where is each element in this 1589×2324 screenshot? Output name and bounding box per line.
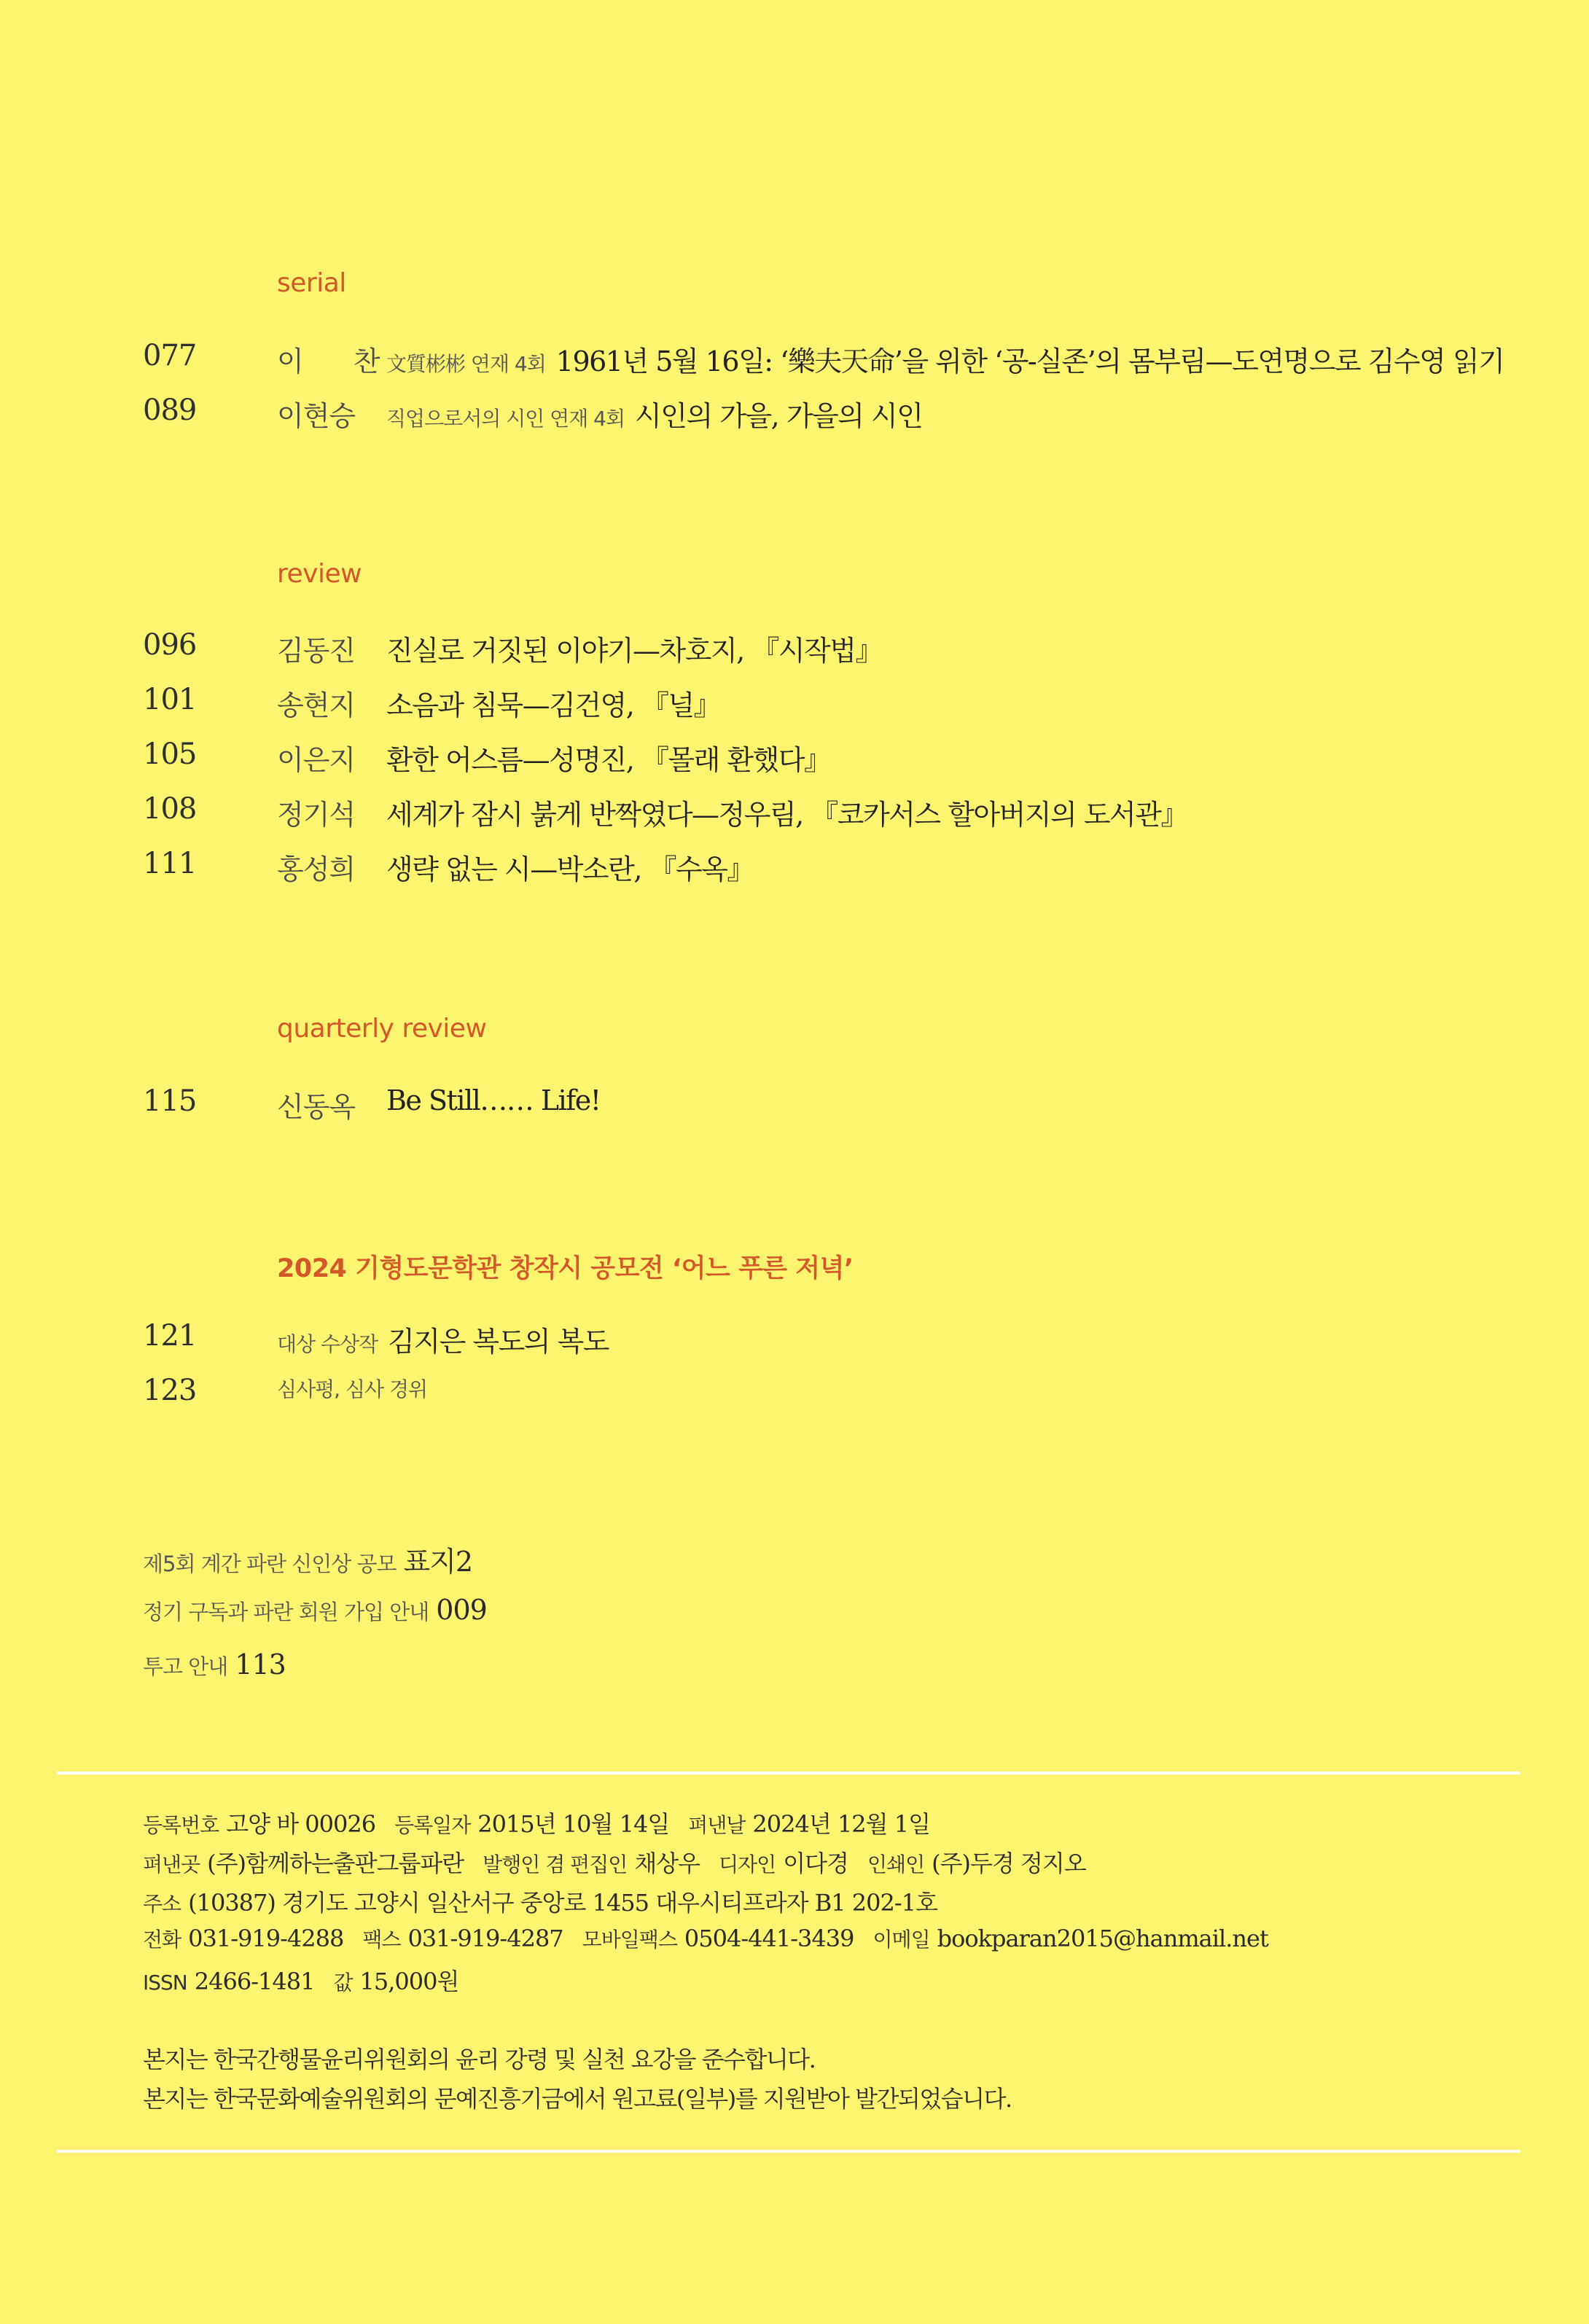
page-number: 123 bbox=[143, 1374, 197, 1407]
toc-entry[interactable] bbox=[0, 394, 1589, 437]
page-number: 089 bbox=[143, 394, 197, 427]
entry-label: 직업으로서의 시인 연재 4회 bbox=[386, 407, 625, 431]
colophon-label: 인쇄인 bbox=[867, 1852, 925, 1877]
entry-title: 진실로 거짓된 이야기—차호지, 『시작법』 bbox=[386, 635, 882, 667]
notice-page: 113 bbox=[235, 1648, 286, 1681]
colophon-issn bbox=[143, 1963, 475, 1997]
ethics-statement: 본지는 한국간행물윤리위원회의 윤리 강령 및 실천 요강을 준수합니다. bbox=[143, 2046, 816, 2073]
colophon-label: 펴낸날 bbox=[688, 1813, 746, 1837]
toc-entry[interactable] bbox=[0, 683, 1589, 727]
colophon-label: 펴낸곳 bbox=[143, 1852, 200, 1877]
author-name: 송현지 bbox=[277, 689, 356, 721]
page-number: 121 bbox=[143, 1319, 197, 1353]
colophon-label: 값 bbox=[333, 1971, 353, 1995]
page-number: 077 bbox=[143, 339, 197, 372]
colophon-value: 이다경 bbox=[783, 1850, 848, 1877]
colophon-label: 디자인 bbox=[719, 1852, 776, 1877]
entry-label: 文質彬彬 연재 4회 bbox=[386, 352, 546, 376]
section-heading-serial: serial bbox=[277, 268, 346, 298]
toc-entry[interactable] bbox=[0, 738, 1589, 781]
notice-label: 정기 구독과 파란 회원 가입 안내 bbox=[143, 1600, 429, 1624]
colophon-value: 채상우 bbox=[634, 1850, 700, 1877]
entry-title: 소음과 침묵—김건영, 『널』 bbox=[386, 689, 721, 721]
section-heading-review: review bbox=[277, 559, 362, 589]
colophon-value: 0504-441-3439 bbox=[684, 1925, 854, 1952]
author-name: 홍성희 bbox=[277, 853, 356, 885]
author-name: 신동옥 bbox=[277, 1091, 356, 1123]
author-name: 정기석 bbox=[277, 799, 356, 831]
toc-entry[interactable] bbox=[0, 628, 1589, 672]
colophon-label: 등록일자 bbox=[394, 1813, 471, 1837]
entry-title: 1961년 5월 16일: ‘樂夫天命’을 위한 ‘공-실존’의 몸부림—도연명으로 김수영 읽기 bbox=[555, 345, 1504, 377]
colophon-publisher bbox=[143, 1845, 1102, 1879]
toc-entry[interactable] bbox=[0, 847, 1589, 891]
colophon-value: (주)두경 정지오 bbox=[932, 1850, 1086, 1877]
colophon-label: 주소 bbox=[143, 1892, 181, 1916]
funding-statement: 본지는 한국문화예술위원회의 문예진흥기금에서 원고료(일부)를 지원받아 발간되었습니다. bbox=[143, 2085, 1012, 2113]
colophon-label: 전화 bbox=[143, 1928, 181, 1952]
author-name: 이현승 bbox=[277, 400, 356, 432]
notice-item[interactable] bbox=[143, 1594, 487, 1626]
colophon-value: (주)함께하는출판그룹파란 bbox=[207, 1850, 464, 1877]
colophon-label: 이메일 bbox=[872, 1928, 930, 1952]
author-name: 김동진 bbox=[277, 635, 356, 667]
colophon-label: ISSN bbox=[143, 1971, 187, 1995]
entry-label: 심사평, 심사 경위 bbox=[277, 1377, 428, 1401]
colophon-value: 031-919-4288 bbox=[188, 1925, 344, 1952]
divider-top bbox=[57, 1772, 1520, 1775]
section-heading-contest: 2024 기형도문학관 창작시 공모전 ‘어느 푸른 저녁’ bbox=[277, 1254, 854, 1283]
notice-page: 009 bbox=[436, 1594, 487, 1626]
toc-entry[interactable] bbox=[0, 1084, 1589, 1128]
section-heading-quarterly-review: quarterly review bbox=[277, 1014, 487, 1044]
page-number: 108 bbox=[143, 792, 197, 826]
colophon-value: 15,000원 bbox=[359, 1968, 459, 1995]
notice-item[interactable] bbox=[143, 1539, 472, 1579]
colophon-value: 2015년 10월 14일 bbox=[477, 1810, 670, 1838]
entry-title: 세계가 잠시 붉게 반짝였다—정우림, 『코카서스 할아버지의 도서관』 bbox=[386, 799, 1187, 831]
colophon-label: 모바일팩스 bbox=[582, 1928, 677, 1952]
entry-title: 김지은 복도의 복도 bbox=[388, 1326, 609, 1358]
divider-bottom bbox=[57, 2150, 1520, 2153]
page-number: 096 bbox=[143, 628, 197, 662]
colophon-address bbox=[143, 1885, 953, 1918]
entry-title: Be Still…… Life! bbox=[386, 1084, 601, 1116]
entry-title: 생략 없는 시—박소란, 『수옥』 bbox=[386, 853, 754, 885]
notice-page: 표지2 bbox=[403, 1546, 473, 1578]
toc-entry[interactable] bbox=[0, 1374, 1589, 1417]
colophon-value: 2466-1481 bbox=[194, 1968, 315, 1995]
notice-label: 제5회 계간 파란 신인상 공모 bbox=[143, 1552, 397, 1576]
toc-entry[interactable] bbox=[0, 792, 1589, 836]
colophon-label: 팩스 bbox=[362, 1928, 401, 1952]
page-number: 101 bbox=[143, 683, 197, 716]
colophon-label: 발행인 겸 편집인 bbox=[483, 1852, 628, 1877]
notice-item[interactable] bbox=[143, 1648, 286, 1681]
author-name: 이은지 bbox=[277, 744, 356, 776]
colophon-contact bbox=[143, 1924, 1284, 1953]
page-number: 115 bbox=[143, 1084, 197, 1118]
colophon-value: 고양 바 00026 bbox=[226, 1810, 376, 1838]
entry-label: 대상 수상작 bbox=[277, 1332, 378, 1356]
page-number: 111 bbox=[143, 847, 197, 880]
toc-entry[interactable] bbox=[0, 339, 1589, 383]
colophon-value: 031-919-4287 bbox=[407, 1925, 563, 1952]
email-link[interactable]: bookparan2015@hanmail.net bbox=[937, 1925, 1268, 1952]
notice-label: 투고 안내 bbox=[143, 1654, 228, 1679]
author-name: 이 찬 bbox=[277, 345, 401, 377]
colophon-registration bbox=[143, 1806, 946, 1839]
colophon-value: 2024년 12월 1일 bbox=[752, 1810, 931, 1838]
toc-entry[interactable] bbox=[0, 1319, 1589, 1363]
entry-title: 시인의 가을, 가을의 시인 bbox=[635, 400, 923, 432]
entry-title: 환한 어스름—성명진, 『몰래 환했다』 bbox=[386, 744, 831, 776]
colophon-label: 등록번호 bbox=[143, 1813, 219, 1837]
colophon-value: (10387) 경기도 고양시 일산서구 중앙로 1455 대우시티프라자 B1 202-1호 bbox=[188, 1889, 937, 1917]
page-number: 105 bbox=[143, 738, 197, 771]
